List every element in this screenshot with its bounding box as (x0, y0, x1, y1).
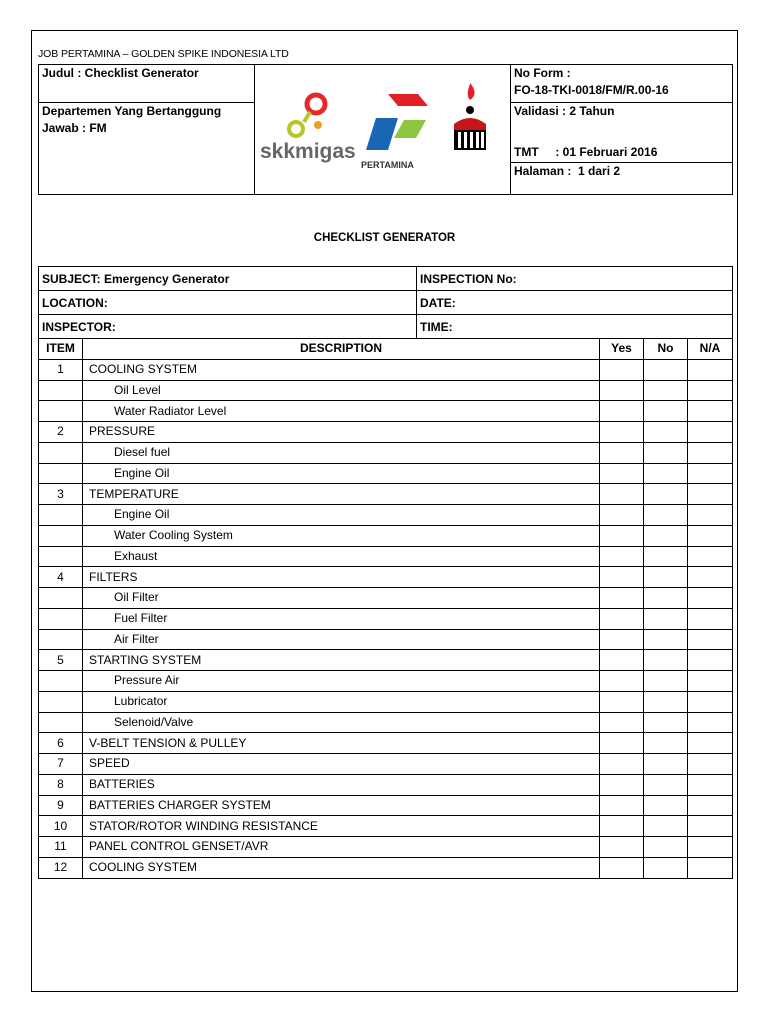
item-number: 1 (39, 359, 83, 380)
table-row (39, 401, 733, 422)
check-cell-no[interactable] (644, 463, 688, 484)
table-row (39, 588, 733, 609)
check-cell-na[interactable] (688, 525, 733, 546)
check-cell-na[interactable] (688, 629, 733, 650)
checklist-subitem: Oil Filter (83, 588, 600, 609)
check-cell-yes[interactable] (600, 359, 644, 380)
checklist-subitem: Pressure Air (83, 671, 600, 692)
table-row (39, 691, 733, 712)
check-cell-yes[interactable] (600, 505, 644, 526)
checklist-category: FILTERS (83, 567, 600, 588)
item-number (39, 546, 83, 567)
check-cell-na[interactable] (688, 484, 733, 505)
col-header-na: N/A (688, 339, 733, 360)
item-number: 11 (39, 837, 83, 858)
company-logos (258, 80, 508, 180)
check-cell-yes[interactable] (600, 795, 644, 816)
item-number (39, 691, 83, 712)
checklist-category: STARTING SYSTEM (83, 650, 600, 671)
check-cell-yes[interactable] (600, 691, 644, 712)
item-number: 2 (39, 422, 83, 443)
check-cell-na[interactable] (688, 567, 733, 588)
checklist-subitem: Engine Oil (83, 505, 600, 526)
check-cell-no[interactable] (644, 359, 688, 380)
check-cell-na[interactable] (688, 546, 733, 567)
checklist-category: COOLING SYSTEM (83, 359, 600, 380)
item-number: 12 (39, 857, 83, 878)
check-cell-yes[interactable] (600, 629, 644, 650)
check-cell-no[interactable] (644, 795, 688, 816)
checklist-table (38, 338, 733, 879)
check-cell-no[interactable] (644, 546, 688, 567)
item-number (39, 401, 83, 422)
checklist-category: STATOR/ROTOR WINDING RESISTANCE (83, 816, 600, 837)
check-cell-na[interactable] (688, 608, 733, 629)
item-number (39, 380, 83, 401)
check-cell-na[interactable] (688, 650, 733, 671)
check-cell-na[interactable] (688, 380, 733, 401)
check-cell-yes[interactable] (600, 837, 644, 858)
check-cell-yes[interactable] (600, 857, 644, 878)
judul-cell: Judul : Checklist Generator (39, 65, 255, 103)
check-cell-no[interactable] (644, 733, 688, 754)
item-number (39, 608, 83, 629)
item-number: 7 (39, 754, 83, 775)
time-field: TIME: (417, 315, 733, 339)
departemen-line-2: Jawab : FM (42, 121, 107, 135)
table-row (39, 795, 733, 816)
check-cell-no[interactable] (644, 837, 688, 858)
check-cell-na[interactable] (688, 837, 733, 858)
check-cell-no[interactable] (644, 754, 688, 775)
check-cell-yes[interactable] (600, 463, 644, 484)
check-cell-na[interactable] (688, 442, 733, 463)
check-cell-na[interactable] (688, 712, 733, 733)
check-cell-no[interactable] (644, 671, 688, 692)
subject-field: SUBJECT: Emergency Generator (39, 267, 417, 291)
check-cell-na[interactable] (688, 422, 733, 443)
table-row (39, 484, 733, 505)
table-row (39, 608, 733, 629)
check-cell-yes[interactable] (600, 671, 644, 692)
check-cell-no[interactable] (644, 567, 688, 588)
item-number: 6 (39, 733, 83, 754)
check-cell-no[interactable] (644, 816, 688, 837)
col-header-no: No (644, 339, 688, 360)
pertamina-logo-icon (366, 94, 428, 150)
check-cell-no[interactable] (644, 401, 688, 422)
check-cell-na[interactable] (688, 795, 733, 816)
checklist-category: BATTERIES CHARGER SYSTEM (83, 795, 600, 816)
table-row (39, 671, 733, 692)
checklist-subitem: Engine Oil (83, 463, 600, 484)
check-cell-na[interactable] (688, 588, 733, 609)
check-cell-na[interactable] (688, 671, 733, 692)
check-cell-no[interactable] (644, 691, 688, 712)
check-cell-yes[interactable] (600, 380, 644, 401)
check-cell-no[interactable] (644, 525, 688, 546)
no-form-value: FO-18-TKI-0018/FM/R.00-16 (514, 83, 669, 97)
no-form-label: No Form : (514, 66, 571, 80)
item-number (39, 629, 83, 650)
check-cell-yes[interactable] (600, 608, 644, 629)
tmt-text: TMT : 01 Februari 2016 (514, 145, 658, 159)
check-cell-no[interactable] (644, 505, 688, 526)
table-row (39, 546, 733, 567)
check-cell-na[interactable] (688, 463, 733, 484)
check-cell-yes[interactable] (600, 546, 644, 567)
check-cell-na[interactable] (688, 774, 733, 795)
checklist-subitem: Fuel Filter (83, 608, 600, 629)
checklist-category: COOLING SYSTEM (83, 857, 600, 878)
item-number (39, 525, 83, 546)
table-row (39, 442, 733, 463)
table-row (39, 629, 733, 650)
svg-text:skkmigas: skkmigas (259, 139, 356, 163)
no-form-cell (511, 65, 733, 103)
check-cell-no[interactable] (644, 588, 688, 609)
validasi-cell (511, 103, 733, 163)
table-row (39, 816, 733, 837)
col-header-description: DESCRIPTION (83, 339, 600, 360)
checklist-subitem: Water Radiator Level (83, 401, 600, 422)
check-cell-yes[interactable] (600, 650, 644, 671)
check-cell-na[interactable] (688, 754, 733, 775)
checklist-category: PRESSURE (83, 422, 600, 443)
table-row (39, 754, 733, 775)
check-cell-na[interactable] (688, 816, 733, 837)
check-cell-no[interactable] (644, 629, 688, 650)
check-cell-no[interactable] (644, 422, 688, 443)
table-row (39, 422, 733, 443)
table-row (39, 837, 733, 858)
item-number: 3 (39, 484, 83, 505)
check-cell-yes[interactable] (600, 442, 644, 463)
table-row (39, 359, 733, 380)
item-number: 4 (39, 567, 83, 588)
table-row (39, 857, 733, 878)
checklist-category: SPEED (83, 754, 600, 775)
halaman-cell: Halaman : 1 dari 2 (511, 163, 733, 195)
check-cell-na[interactable] (688, 401, 733, 422)
col-header-yes: Yes (600, 339, 644, 360)
table-row (39, 733, 733, 754)
check-cell-yes[interactable] (600, 567, 644, 588)
form-header-table (38, 64, 733, 195)
check-cell-na[interactable] (688, 857, 733, 878)
check-cell-no[interactable] (644, 380, 688, 401)
col-header-item: ITEM (39, 339, 83, 360)
check-cell-na[interactable] (688, 691, 733, 712)
table-row (39, 525, 733, 546)
table-row (39, 712, 733, 733)
checklist-category: TEMPERATURE (83, 484, 600, 505)
departemen-line-1: Departemen Yang Bertanggung (42, 104, 222, 118)
item-number (39, 505, 83, 526)
checklist-subitem: Oil Level (83, 380, 600, 401)
inspection-no-field: INSPECTION No: (417, 267, 733, 291)
check-cell-yes[interactable] (600, 422, 644, 443)
form-page (31, 30, 738, 992)
checklist-subitem: Exhaust (83, 546, 600, 567)
table-row (39, 774, 733, 795)
check-cell-na[interactable] (688, 359, 733, 380)
checklist-subitem: Lubricator (83, 691, 600, 712)
check-cell-no[interactable] (644, 650, 688, 671)
checklist-category: PANEL CONTROL GENSET/AVR (83, 837, 600, 858)
departemen-cell (39, 103, 255, 195)
item-number (39, 712, 83, 733)
checklist-subitem: Diesel fuel (83, 442, 600, 463)
inspection-info-table (38, 266, 733, 339)
validasi-text: Validasi : 2 Tahun (514, 104, 615, 118)
check-cell-no[interactable] (644, 484, 688, 505)
check-cell-yes[interactable] (600, 774, 644, 795)
svg-text:PERTAMINA: PERTAMINA (360, 159, 414, 170)
item-number: 5 (39, 650, 83, 671)
company-name: JOB PERTAMINA – GOLDEN SPIKE INDONESIA LTD (38, 48, 289, 60)
item-number: 9 (39, 795, 83, 816)
checklist-subitem: Air Filter (83, 629, 600, 650)
inspector-field: INSPECTOR: (39, 315, 417, 339)
check-cell-yes[interactable] (600, 712, 644, 733)
logos-cell (255, 65, 511, 195)
item-number (39, 442, 83, 463)
check-cell-yes[interactable] (600, 484, 644, 505)
checklist-category: BATTERIES (83, 774, 600, 795)
table-row (39, 650, 733, 671)
document-title: CHECKLIST GENERATOR (313, 232, 456, 244)
date-field: DATE: (417, 291, 733, 315)
item-number (39, 463, 83, 484)
checklist-category: V-BELT TENSION & PULLEY (83, 733, 600, 754)
check-cell-yes[interactable] (600, 588, 644, 609)
check-cell-no[interactable] (644, 774, 688, 795)
table-row (39, 505, 733, 526)
check-cell-yes[interactable] (600, 754, 644, 775)
table-row (39, 567, 733, 588)
check-cell-no[interactable] (644, 712, 688, 733)
table-row (39, 463, 733, 484)
checklist-subitem: Water Cooling System (83, 525, 600, 546)
check-cell-na[interactable] (688, 505, 733, 526)
check-cell-no[interactable] (644, 442, 688, 463)
check-cell-na[interactable] (688, 733, 733, 754)
check-cell-yes[interactable] (600, 525, 644, 546)
item-number (39, 588, 83, 609)
item-number: 8 (39, 774, 83, 795)
check-cell-yes[interactable] (600, 816, 644, 837)
table-row (39, 380, 733, 401)
location-field: LOCATION: (39, 291, 417, 315)
item-number (39, 671, 83, 692)
item-number: 10 (39, 816, 83, 837)
skkmigas-logo-icon (289, 95, 325, 136)
check-cell-yes[interactable] (600, 733, 644, 754)
check-cell-no[interactable] (644, 857, 688, 878)
checklist-body (39, 359, 733, 878)
check-cell-no[interactable] (644, 608, 688, 629)
emblem-logo-icon (454, 83, 486, 150)
check-cell-yes[interactable] (600, 401, 644, 422)
checklist-subitem: Selenoid/Valve (83, 712, 600, 733)
